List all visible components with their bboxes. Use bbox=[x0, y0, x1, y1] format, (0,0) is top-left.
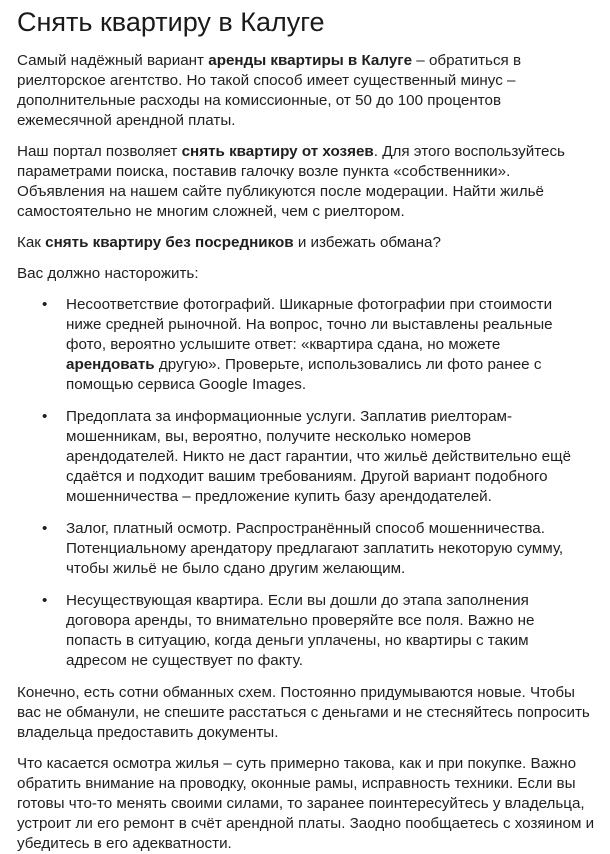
warning-list-wrap bbox=[17, 295, 610, 671]
intro-text-start: Самый надёжный вариант bbox=[17, 52, 209, 69]
question-paragraph bbox=[17, 233, 595, 253]
list-item-text: Несоответствие фотографий. Шикарные фотографии при стоимости ниже средней рыночной. На вопрос, точно ли выставлены реальные фото, вероятно услышите ответ: «квартира сдана, но можете bbox=[66, 296, 553, 353]
inspection-paragraph: Что касается осмотра жилья – суть примерно такова, как и при покупке. Важно обратить внимание на проводку, оконные рамы, исправность техники. Если вы готовы что-то менять своими силами, то заранее поинтересуйтесь у владельца, устроит ли его ремонт в счёт арендной платы. Заодно пообщаетесь с хозяином и убедитесь в его адекватности. bbox=[17, 755, 595, 852]
question-text-end: и избежать обмана? bbox=[293, 234, 441, 251]
intro-paragraph bbox=[17, 51, 595, 131]
bullet-icon: • bbox=[42, 408, 48, 425]
list-item-text: Несуществующая квартира. Если вы дошли до этапа заполнения договора аренды, то внимательно проверяйте все поля. Важно не попасть в ситуацию, когда деньги уплачены, но квартиры с таким адресом не существует по факту. bbox=[66, 592, 535, 669]
list-item bbox=[17, 519, 582, 579]
list-item bbox=[17, 295, 582, 395]
list-item-text-end: другую». Проверьте, использовались ли фото ранее с помощью сервиса Google Images. bbox=[66, 356, 542, 393]
bullet-icon: • bbox=[42, 296, 48, 313]
bullet-icon: • bbox=[42, 592, 48, 609]
question-text-start: Как bbox=[17, 234, 46, 251]
page-title: Снять квартиру в Калуге bbox=[17, 7, 325, 37]
list-item-keyword: арендовать bbox=[66, 356, 155, 373]
list-item bbox=[17, 407, 582, 507]
portal-text-end: . Для этого воспользуйтесь параметрами поиска, поставив галочку возле пункта «собственники». Объявления на нашем сайте публикуются после модерации. Найти жильё самостоятельно не многим сложней, чем с риелтором. bbox=[17, 143, 565, 220]
question-keyword: снять квартиру без посредников bbox=[45, 234, 294, 251]
intro-text-end: – обратиться в риелторское агентство. Но такой способ имеет существенный минус – дополнительные расходы на комиссионные, от 50 до 100 процентов ежемесячной арендной платы. bbox=[17, 52, 522, 129]
schemes-paragraph: Конечно, есть сотни обманных схем. Постоянно придумываются новые. Чтобы вас не обманули, не спешите расстаться с деньгами и не стесняйтесь попросить владельца предоставить документы. bbox=[17, 684, 590, 741]
portal-text-start: Наш портал позволяет bbox=[17, 143, 182, 160]
warning-intro: Вас должно насторожить: bbox=[17, 265, 199, 282]
portal-paragraph bbox=[17, 142, 595, 222]
warning-list bbox=[17, 295, 610, 671]
intro-keyword: аренды квартиры в Калуге bbox=[208, 52, 413, 69]
portal-keyword: снять квартиру от хозяев bbox=[181, 143, 374, 160]
list-item-text: Залог, платный осмотр. Распространённый способ мошенничества. Потенциальному арендатору предлагают заплатить некоторую сумму, чтобы жильё не было сдано другим желающим. bbox=[66, 520, 564, 577]
bullet-icon: • bbox=[42, 520, 48, 537]
list-item-text: Предоплата за информационные услуги. Заплатив риелторам-мошенникам, вы, вероятно, получите несколько номеров арендодателей. Никто не даст гарантии, что жильё действительно ещё сдаётся и подходит вашим требованиям. Другой вариант подобного мошенничества – предложение купить базу арендодателей. bbox=[66, 408, 572, 505]
list-item bbox=[17, 591, 582, 671]
